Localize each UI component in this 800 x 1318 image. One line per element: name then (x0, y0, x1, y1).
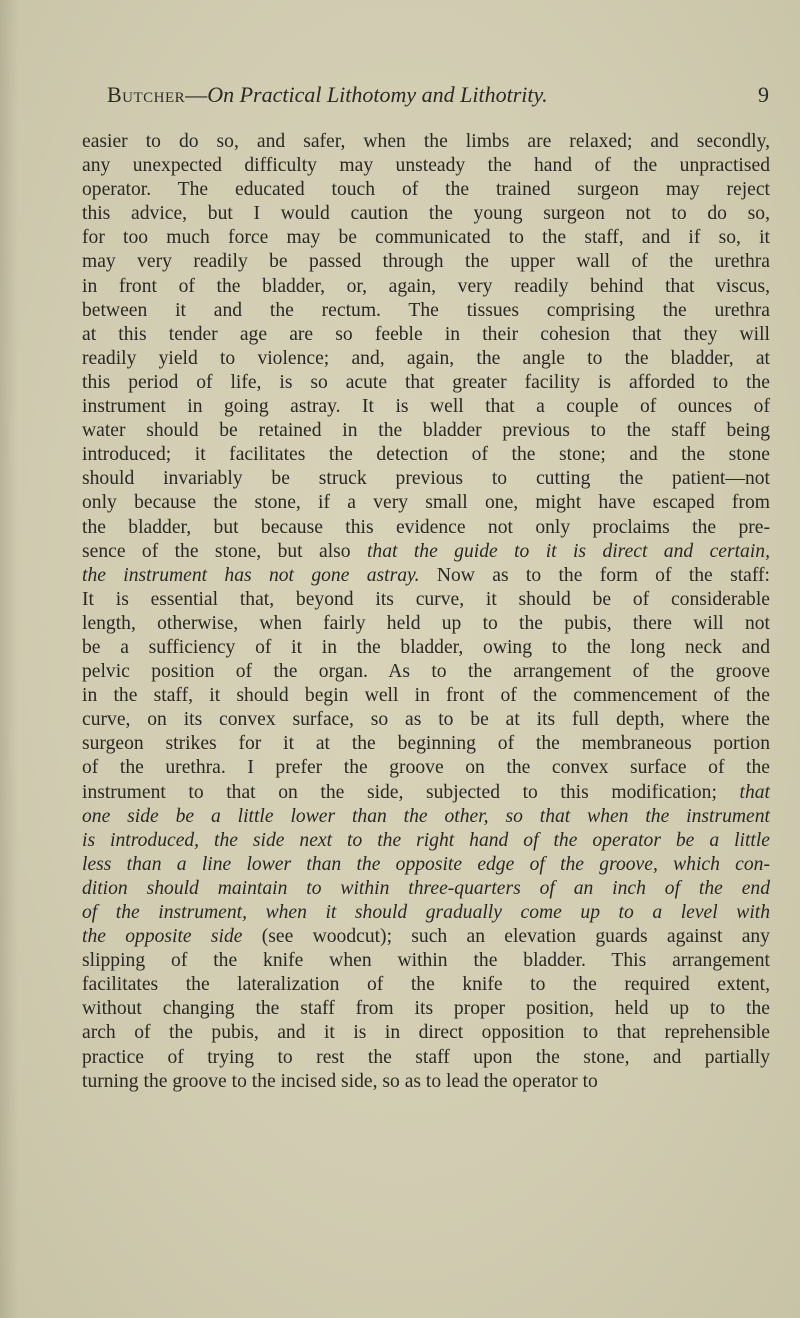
running-head-title: On Practical Lithotomy and Lithotrity. (207, 82, 548, 107)
text-line (82, 371, 770, 395)
text-segment: between it and the rectum. The tissues comprising the urethra (82, 299, 770, 321)
text-line (82, 949, 770, 973)
text-segment: instrument to that on the side, subjected to this modification; (82, 781, 740, 803)
running-head-dash: — (185, 82, 208, 107)
text-line (82, 1046, 770, 1070)
text-segment: curve, on its convex surface, so as to be at its full depth, where the (82, 709, 770, 731)
text-segment: instrument in going astray. It is well that a couple of ounces of (82, 396, 770, 418)
text-line (82, 708, 770, 732)
italic-text-segment: dition should maintain to within three-quarters of an inch of the end (82, 877, 770, 899)
text-segment: facilitates the lateralization of the knife to the required extent, (82, 974, 770, 996)
text-segment: slipping of the knife when within the bladder. This arrangement (82, 950, 770, 972)
text-line (82, 564, 770, 588)
italic-text-segment: that (739, 781, 770, 803)
text-line (82, 540, 770, 564)
text-segment: sence of the stone, but also (82, 540, 367, 562)
text-segment: practice of trying to rest the staff upon the stone, and partially (82, 1046, 770, 1068)
text-segment: pelvic position of the organ. As to the arrangement of the groove (82, 661, 770, 683)
text-line (82, 250, 770, 274)
text-segment: of the urethra. I prefer the groove on the convex surface of the (82, 757, 770, 779)
italic-text-segment: one side be a little lower than the other, so that when the instrument (82, 805, 770, 827)
text-segment: may very readily be passed through the upper wall of the urethra (82, 251, 770, 273)
text-line (82, 347, 770, 371)
text-line (82, 1021, 770, 1045)
italic-text-segment: the instrument has not gone astray. (82, 564, 420, 586)
italic-text-segment: is introduced, the side next to the right hand of the operator be a little (82, 829, 770, 851)
page-header (107, 80, 769, 116)
text-line (82, 154, 770, 178)
text-line (82, 323, 770, 347)
text-line (82, 997, 770, 1021)
text-line (82, 781, 770, 805)
text-line (82, 925, 770, 949)
text-segment: in front of the bladder, or, again, very readily behind that viscus, (82, 275, 770, 297)
text-segment: be a sufficiency of it in the bladder, owing to the long neck and (82, 636, 770, 658)
text-segment: should invariably be struck previous to cutting the patient—not (82, 468, 770, 490)
italic-text-segment: of the instrument, when it should gradually come up to a level with (82, 902, 770, 923)
text-line (82, 805, 770, 829)
text-line (82, 612, 770, 636)
text-segment: It is essential that, beyond its curve, it should be of considerable (82, 588, 770, 610)
text-segment: this advice, but I would caution the young surgeon not to do so, (82, 203, 770, 225)
page-gutter-shadow (0, 0, 18, 1318)
text-line (82, 636, 770, 660)
text-line (82, 130, 770, 154)
text-line (82, 877, 770, 901)
text-line (82, 732, 770, 756)
text-line (82, 756, 770, 780)
text-segment: only because the stone, if a very small one, might have escaped from (82, 492, 770, 514)
text-segment: (see woodcut); such an elevation guards against any (242, 926, 770, 948)
text-segment: without changing the staff from its proper position, held up to the (82, 998, 770, 1020)
text-segment: at this tender age are so feeble in their cohesion that they will (82, 323, 770, 345)
text-segment: Now as to the form of the staff: (419, 564, 770, 586)
page-number: 9 (758, 82, 769, 107)
italic-text-segment: that the guide to it is direct and certain, (366, 540, 770, 562)
text-segment: water should be retained in the bladder previous to the staff being (82, 420, 770, 442)
text-line (82, 829, 770, 853)
text-line (82, 973, 770, 997)
text-segment: for too much force may be communicated to the staff, and if so, it (82, 227, 770, 249)
text-segment: arch of the pubis, and it is in direct opposition to that reprehensible (82, 1022, 770, 1044)
text-line (82, 226, 770, 250)
text-segment: in the staff, it should begin well in front of the commencement of the (82, 685, 770, 707)
text-line (82, 901, 770, 925)
text-segment: readily yield to violence; and, again, the angle to the bladder, at (82, 347, 770, 369)
body-paragraph (82, 130, 770, 1094)
text-segment: the bladder, but because this evidence not only proclaims the pre- (82, 516, 770, 538)
running-head (107, 82, 548, 108)
text-line (82, 467, 770, 491)
text-segment: surgeon strikes for it at the beginning of the membraneous portion (82, 733, 770, 755)
text-segment: operator. The educated touch of the trained surgeon may reject (82, 179, 770, 201)
text-line (82, 516, 770, 540)
text-line (82, 443, 770, 467)
text-line (82, 660, 770, 684)
text-line (82, 395, 770, 419)
text-line (82, 588, 770, 612)
text-segment: easier to do so, and safer, when the limbs are relaxed; and secondly, (82, 131, 770, 152)
text-segment: introduced; it facilitates the detection of the stone; and the stone (82, 444, 770, 466)
text-line (82, 419, 770, 443)
text-segment: turning the groove to the incised side, so as to lead the operator to (82, 1070, 598, 1092)
text-segment: this period of life, is so acute that greater facility is afforded to the (82, 371, 770, 393)
text-line (82, 275, 770, 299)
text-line (82, 178, 770, 202)
running-head-author: Butcher (107, 82, 186, 107)
text-segment: length, otherwise, when fairly held up to the pubis, there will not (82, 612, 770, 634)
text-line (82, 1070, 770, 1094)
text-line (82, 202, 770, 226)
italic-text-segment: less than a line lower than the opposite edge of the groove, which con- (82, 853, 770, 875)
text-line (82, 684, 770, 708)
text-line (82, 491, 770, 515)
italic-text-segment: the opposite side (82, 926, 243, 948)
text-segment: any unexpected difficulty may unsteady the hand of the unpractised (82, 155, 770, 177)
text-line (82, 853, 770, 877)
text-line (82, 299, 770, 323)
